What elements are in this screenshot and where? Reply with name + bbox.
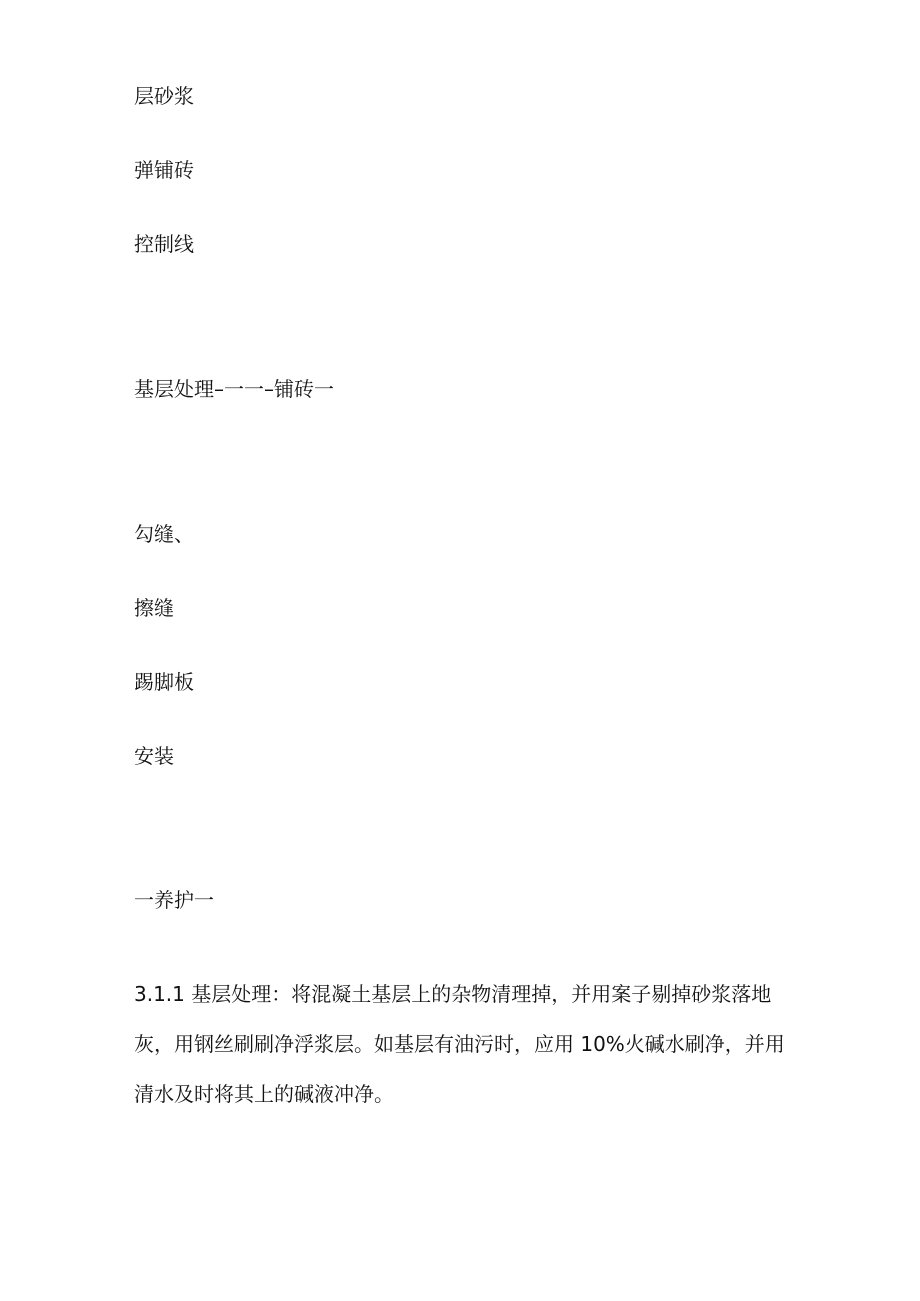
flow-step-mortar-layer: 层砂浆 [134,84,194,108]
section-3-1-1-paragraph [134,981,794,1131]
flow-step-skirting-board: 踢脚板 [134,670,194,694]
flow-step-curing: 一养护一 [134,888,214,912]
flow-step-pointing: 勾缝、 [134,522,194,546]
paragraph-line-2: 灰，用钢丝刷刷净浮浆层。如基层有油污时，应用 10%火碱水刷净，并用 [134,1032,785,1056]
paragraph-line-1: 3.1.1 基层处理：将混凝土基层上的杂物清理掉，并用案子剔掉砂浆落地 [134,982,772,1006]
flow-step-control-line: 控制线 [134,232,194,256]
flow-step-snap-tile: 弹铺砖 [134,158,194,182]
flow-step-wipe-joints: 擦缝 [134,596,174,620]
paragraph-line-3: 清水及时将其上的碱液冲净。 [134,1082,394,1106]
flow-step-installation: 安装 [134,744,174,768]
flow-step-base-treatment-to-tiling: 基层处理–一一–铺砖一 [134,377,334,401]
